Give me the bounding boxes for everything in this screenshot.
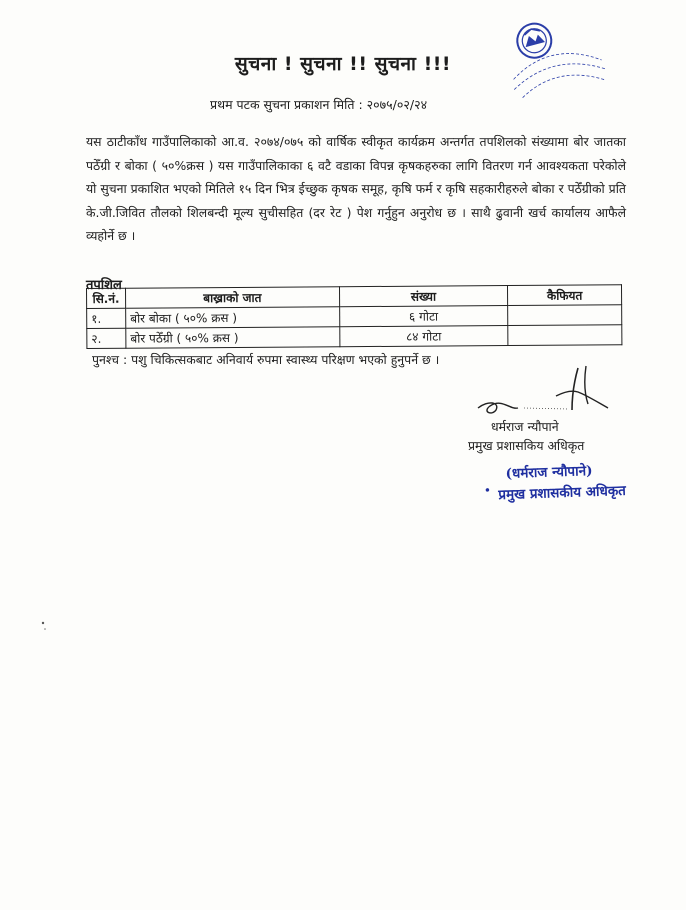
stamp-name: (धर्मराज न्यौपाने): [505, 462, 593, 482]
notice-body: यस ठाटीकाँध गाउँपालिकाको आ.व. २०७४/०७५ को वार्षिक स्वीकृत कार्यक्रम अन्तर्गत तपशिलको संख्यामा बोर जातका पठेँग्री र बोका ( ५०%क्रस ) यस गाउँपालिकाका ६ वटै वडाका विपन्न कृषकहरुका लागि वितरण गर्न आवश्यकता परेकोले यो सुचना प्रकाशित भएको मितिले १५ दिन भित्र ईच्छुक कृषक समूह, कृषि फर्म र कृषि सहकारीहरुले बोका र पठेँग्रीको प्रति के.जी.जिवित तौलको शिलबन्दी मूल्य सुचीसहित (दर रेट ) पेश गर्नुहुन अनुरोध छ । साथै ढुवानी खर्च कार्यालय आफैले व्यहोर्ने छ ।: [86, 134, 626, 244]
row-remarks: [508, 325, 622, 346]
stamp-dot-icon: •: [484, 485, 491, 497]
header-count: संख्या: [339, 286, 508, 307]
header-serial: सि.नं.: [87, 288, 126, 308]
row-breed: बोर बोका ( ५०% क्रस ): [126, 307, 340, 328]
row-serial: २.: [87, 328, 126, 348]
header-breed: बाख्राको जात: [125, 287, 339, 308]
header-remarks: कैफियत: [508, 285, 622, 306]
publication-date: प्रथम पटक सुचना प्रकाशन मिति : २०७५/०२/२४: [210, 97, 428, 112]
row-serial: १.: [87, 308, 126, 328]
official-stamp: [484, 460, 628, 507]
signatory-title: प्रमुख प्रशासकिय अधिकृत: [468, 438, 585, 453]
details-table: [86, 284, 622, 349]
handwritten-signature: [468, 362, 618, 424]
row-count: ८४ गोटा: [339, 326, 508, 347]
stamp-title: प्रमुख प्रशासकीय अधिकृत: [498, 482, 627, 504]
postscript: पुनश्च : पशु चिकित्सकबाट अनिवार्य रुपमा स्वास्थ्य परिक्षण भएको हुनुपर्ने छ ।: [92, 352, 440, 367]
signatory-name: धर्मराज न्यौपाने: [491, 419, 559, 434]
row-count: ६ गोटा: [339, 306, 508, 327]
details-heading: तपशिल: [86, 278, 122, 293]
notice-title: सुचना ! सुचना !! सुचना !!!: [234, 53, 452, 75]
row-breed: बोर पठेँग्री ( ५०% क्रस ): [126, 327, 340, 348]
table-row: [87, 325, 622, 349]
row-remarks: [508, 305, 622, 326]
paper-speck: [40, 620, 48, 632]
